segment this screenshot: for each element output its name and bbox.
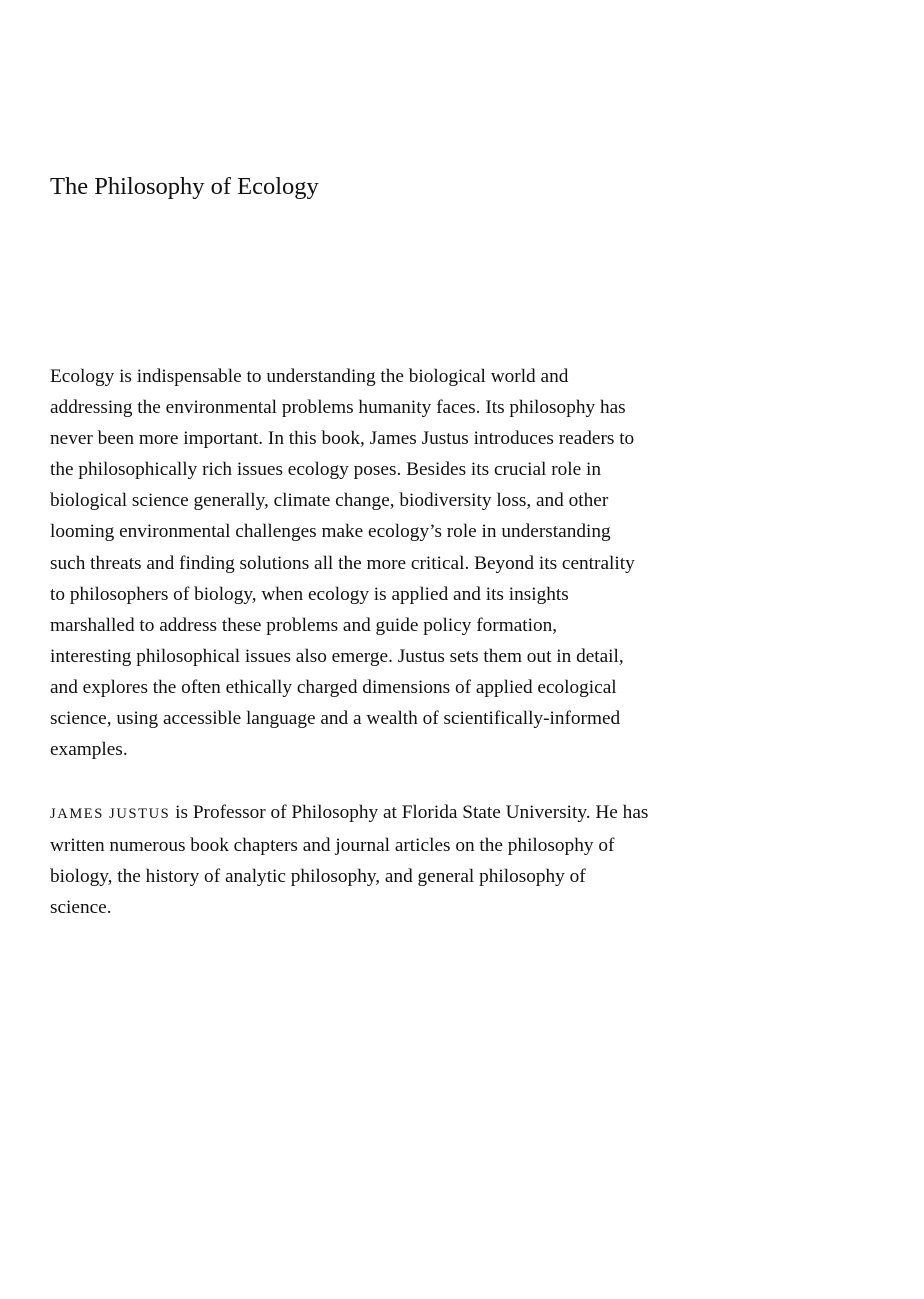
description-line: Ecology is indispensable to understanding the biological world and xyxy=(50,366,569,387)
description-line: addressing the environmental problems humanity faces. Its philosophy has xyxy=(50,397,626,419)
bio-first-line-text: is Professor of Philosophy at Florida State University. He has xyxy=(170,802,649,823)
author-bio xyxy=(50,797,740,923)
description-line: to philosophers of biology, when ecology is applied and its insights xyxy=(50,583,569,605)
bio-line: written numerous book chapters and journal articles on the philosophy of xyxy=(50,835,615,857)
description-line: never been more important. In this book, James Justus introduces readers to xyxy=(50,428,635,450)
description-line: examples. xyxy=(50,739,128,761)
bio-line xyxy=(50,797,740,830)
description-line: and explores the often ethically charged dimensions of applied ecological xyxy=(50,676,617,698)
description-line: looming environmental challenges make ecology’s role in understanding xyxy=(50,521,611,543)
description-line: the philosophically rich issues ecology poses. Besides its crucial role in xyxy=(50,459,602,481)
book-description xyxy=(50,361,740,765)
bio-line: biology, the history of analytic philosophy, and general philosophy of xyxy=(50,866,586,888)
description-line: such threats and finding solutions all the more critical. Beyond its centrality xyxy=(50,552,635,574)
book-title: The Philosophy of Ecology xyxy=(50,173,319,200)
description-line: biological science generally, climate change, biodiversity loss, and other xyxy=(50,490,609,512)
description-line: marshalled to address these problems and guide policy formation, xyxy=(50,614,558,636)
author-name: JAMES JUSTUS xyxy=(50,806,171,822)
bio-line: science. xyxy=(50,897,112,919)
description-line: interesting philosophical issues also emerge. Justus sets them out in detail, xyxy=(50,645,624,667)
description-line: science, using accessible language and a wealth of scientifically-informed xyxy=(50,708,621,730)
